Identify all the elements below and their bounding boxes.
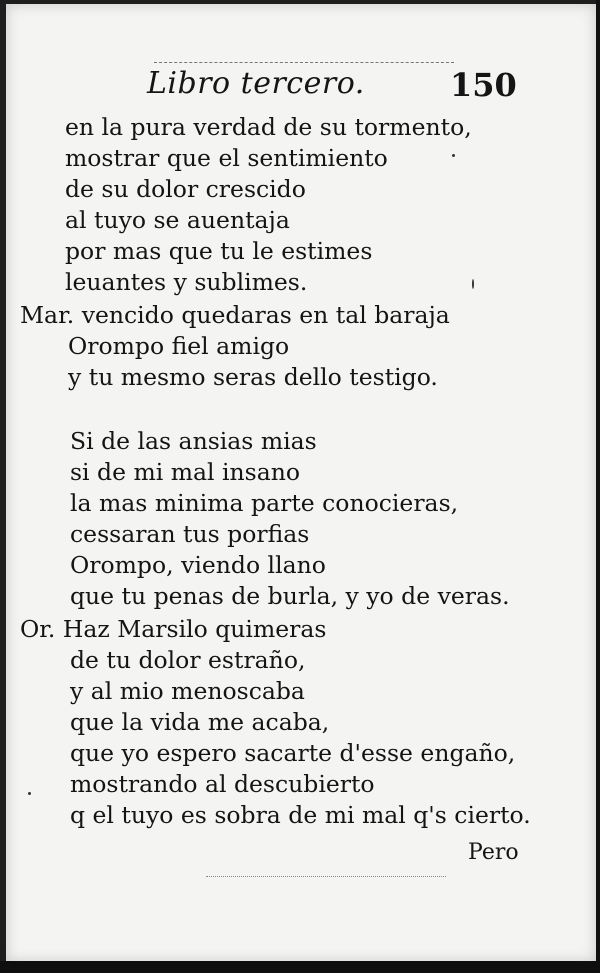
verse-line: la mas minima parte conocieras, [70, 489, 459, 517]
ink-speck [28, 792, 31, 795]
verse-line: de tu dolor estraño, [70, 646, 306, 674]
speaker-label: Mar. [20, 301, 75, 329]
verse-line: Haz Marsilo quimeras [62, 615, 327, 643]
catchword: Pero [468, 840, 519, 865]
verse-line: que yo espero sacarte d'esse engaño, [70, 739, 516, 767]
verse-line: al tuyo se auentaja [65, 206, 290, 234]
verse-line: mostrando al descubierto [70, 770, 375, 798]
verse-line: en la pura verdad de su tormento, [65, 113, 472, 141]
verse-line: leuantes y sublimes. [65, 268, 308, 296]
verse-line: cessaran tus porfias [70, 520, 310, 548]
speaker-label: Or. [20, 615, 56, 643]
book-page [6, 4, 596, 962]
speech-line [20, 614, 326, 644]
verse-line: por mas que tu le estimes [65, 237, 373, 265]
scan-edge-bottom [0, 961, 600, 973]
verse-line: vencido quedaras en tal baraja [81, 301, 450, 329]
ink-speck [452, 154, 455, 157]
running-title: Libro tercero. [147, 66, 365, 101]
verse-line: si de mi mal insano [70, 458, 301, 486]
verse-line: que la vida me acaba, [70, 708, 330, 736]
speech-line [20, 300, 450, 330]
verse-line: q el tuyo es sobra de mi mal q's cierto. [70, 801, 531, 829]
verse-line: Orompo, viendo llano [70, 551, 326, 579]
header-rule [154, 62, 454, 64]
verse-line: Orompo fiel amigo [68, 332, 290, 360]
scan-edge-right [596, 0, 600, 973]
folio-number: 150 [450, 66, 517, 104]
verse-line: y tu mesmo seras dello testigo. [68, 363, 438, 391]
verse-line: Si de las ansias mias [70, 427, 317, 455]
ink-speck [472, 279, 474, 289]
verse-line: que tu penas de burla, y yo de veras. [70, 582, 510, 610]
page-header [6, 66, 596, 106]
footer-ornament [206, 876, 446, 883]
verse-line: y al mio menoscaba [70, 677, 305, 705]
verse-line: de su dolor crescido [65, 175, 306, 203]
verse-line: mostrar que el sentimiento [65, 144, 388, 172]
